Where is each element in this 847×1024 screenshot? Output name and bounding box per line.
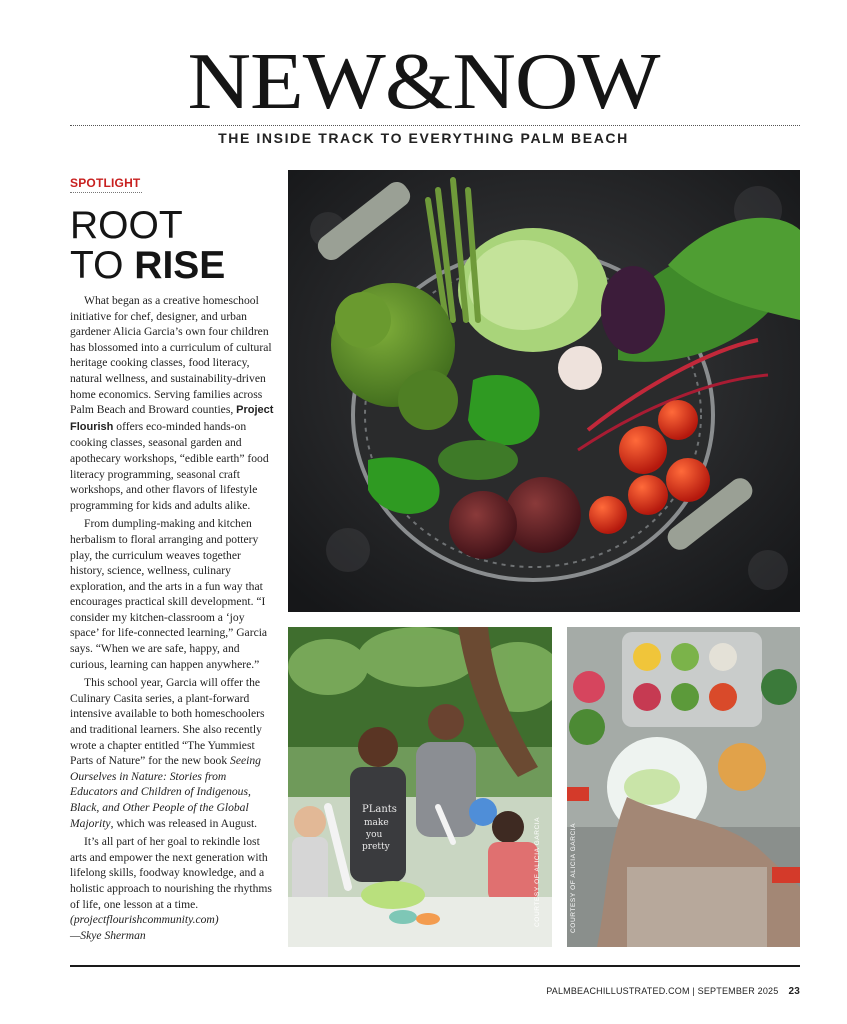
kicker-underline <box>70 192 142 193</box>
headline-line-1: ROOT <box>70 204 183 247</box>
vegetable-basket-photo <box>288 170 800 612</box>
page-number: 23 <box>788 986 800 997</box>
p3-text-b: , which was released in August. <box>110 816 258 830</box>
photo-credit-right: COURTESY OF ALICIA GARCIA <box>570 822 577 933</box>
article-body <box>70 293 276 946</box>
article-headline <box>70 206 225 286</box>
photo-credit-left: COURTESY OF ALICIA GARCIA <box>534 816 541 927</box>
p3-text-a: This school year, Garcia will offer the Culinary Casita series, a plant-forward intensive available to both homeschoolers and traditional learners. She also recently wrote a chapter entitled “The Yummiest Parts of Nature” for the new book <box>70 676 265 768</box>
snack-tray-photo <box>567 627 800 947</box>
masthead-title: NEW&NOW <box>187 36 660 127</box>
headline-line-2 <box>70 246 225 286</box>
svg-text:pretty: pretty <box>362 842 390 852</box>
svg-text:you: you <box>366 830 383 840</box>
website-link[interactable]: (projectflourishcommunity.com) <box>70 913 219 927</box>
svg-text:make: make <box>364 818 389 828</box>
project-flourish-name: Project Flourish <box>70 404 274 433</box>
p1-text-a: What began as a creative homeschool initiative for chef, designer, and urban gardener Alicia Garcia’s own four children has blossomed into a curriculum of cultural heritage cooking classes, food literacy, natural wellness, and sustainability-driven home economics. Serving families across Palm Beach and Broward counties, <box>70 294 272 417</box>
headline-to: TO <box>70 244 135 287</box>
paragraph-3 <box>70 675 276 831</box>
paragraph-2: From dumpling-making and kitchen herbalism to floral arranging and pottery play, the curriculum weaves together history, science, wellness, culinary exploration, and the arts in a fun way that encourages practical skill development. “I consider my kitchen-classroom a ‘joy space’ for life-connected learning,” Garcia says. “When we are safe, happy, and curious, learning can happen anywhere.” <box>70 517 268 671</box>
headline-rise: RISE <box>134 244 226 287</box>
p4-text-a: It’s all part of her goal to rekindle lost arts and empower the next generation with lifelong skills, foodway knowledge, and a holistic approach to nourishing the rhythms of life, one lesson at a time. <box>70 835 272 911</box>
byline: —Skye Sherman <box>70 928 146 942</box>
book-title: Seeing Ourselves in Nature: Stories from Educators and Children of Indigenous, Black, and Other People of the Global Majority <box>70 754 261 830</box>
section-kicker: SPOTLIGHT <box>70 176 141 190</box>
masthead-tagline: THE INSIDE TRACK TO EVERYTHING PALM BEACH <box>218 130 629 146</box>
paragraph-4 <box>70 834 276 943</box>
family-cooking-photo <box>288 627 552 947</box>
paragraph-1 <box>70 293 276 513</box>
shirt-print: PLants <box>362 804 397 815</box>
page-footer <box>546 986 800 997</box>
footer-rule <box>70 965 800 967</box>
masthead-rule <box>70 125 800 126</box>
p1-text-b: offers eco-minded hands-on cooking classes, seasonal garden and apothecary workshops, “edible earth” food literacy programming, seasonal craft workshops, and other flavors of lifestyle programming for kids and adults alike. <box>70 419 269 512</box>
footer-site-date: PALMBEACHILLUSTRATED.COM | SEPTEMBER 2025 <box>546 986 779 996</box>
